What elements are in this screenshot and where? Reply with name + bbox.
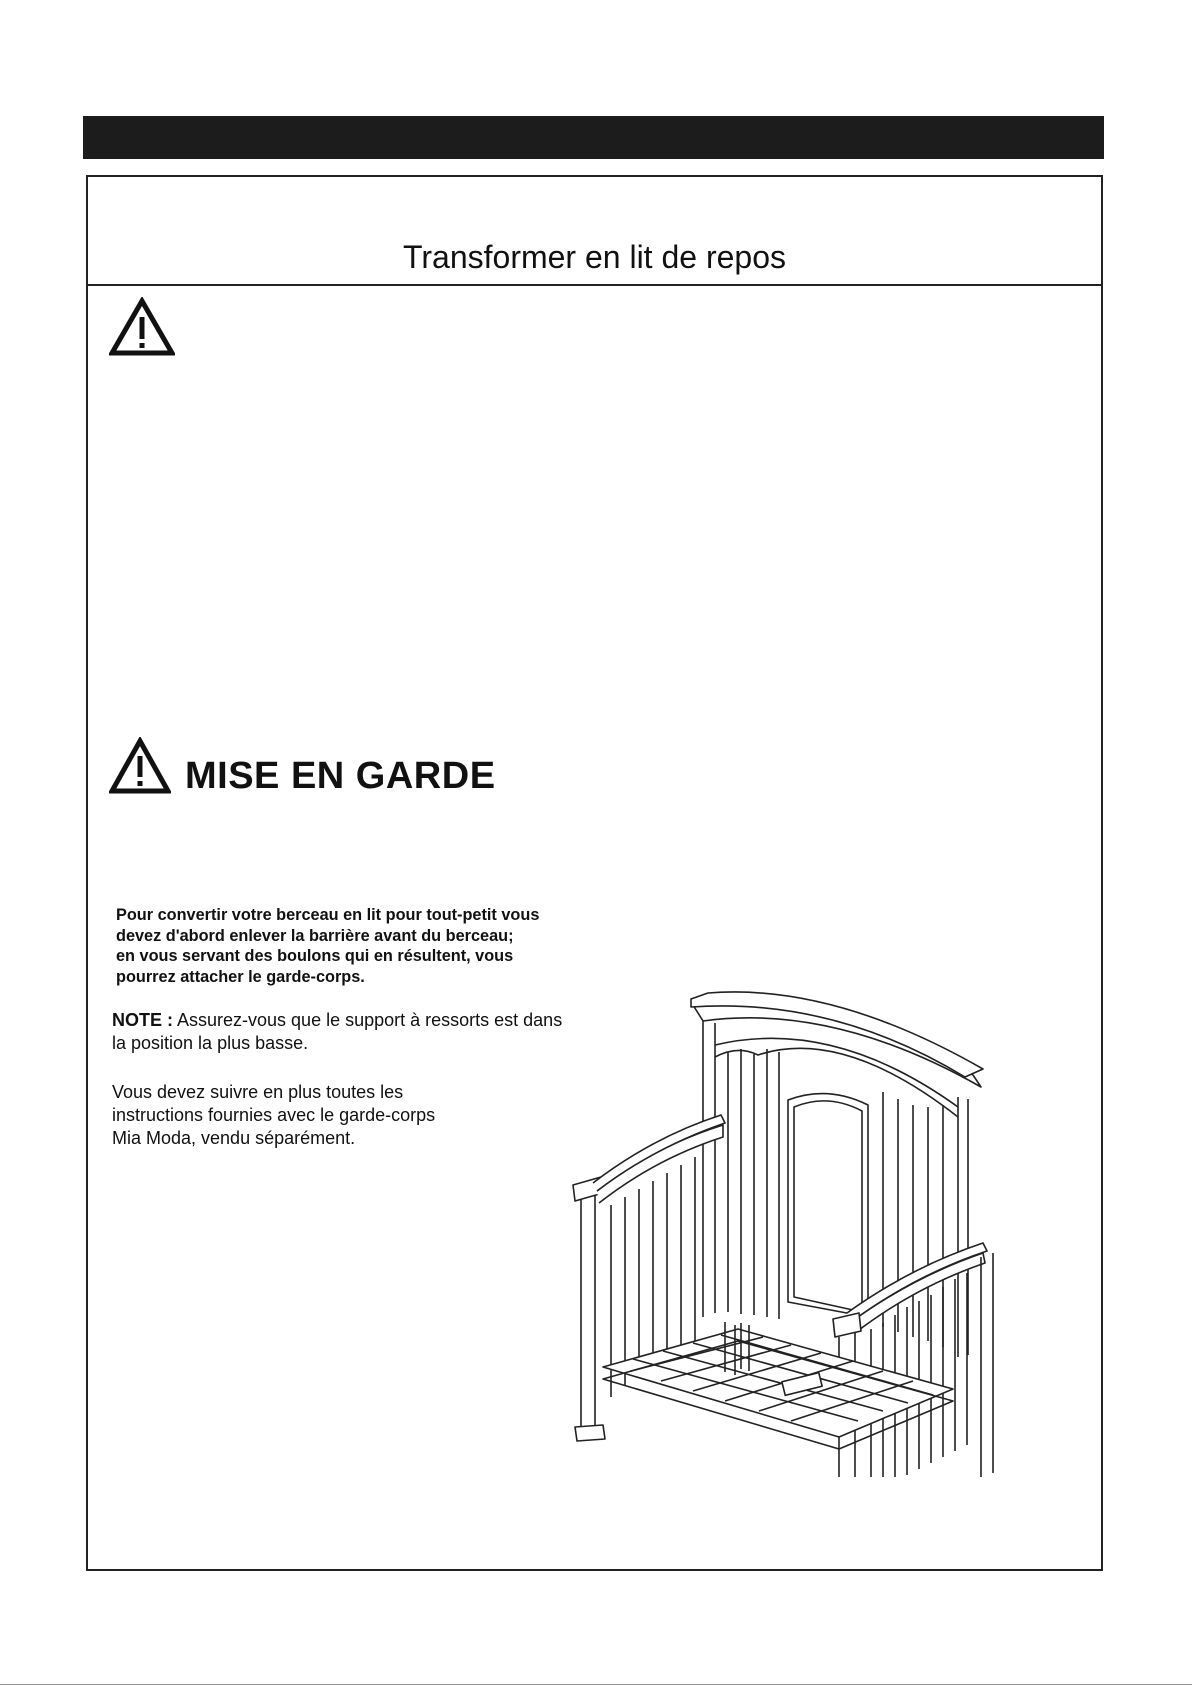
note-text: Assurez-vous que le support à ressorts est dans la position la plus basse. <box>112 1010 563 1053</box>
note-paragraph <box>112 1009 572 1055</box>
text-line: Pour convertir votre berceau en lit pour tout-petit vous <box>116 906 540 924</box>
text-line: en vous servant des boulons qui en résultent, vous <box>116 947 514 965</box>
note-label: NOTE : <box>112 1010 173 1030</box>
warning-triangle-icon <box>109 737 171 795</box>
header-bar <box>83 116 1104 159</box>
text-line: instructions fournies avec le garde-corps <box>112 1105 436 1125</box>
warning-heading: MISE EN GARDE <box>185 755 496 797</box>
guardrail-instructions <box>112 1081 532 1150</box>
conversion-instructions <box>116 905 596 987</box>
text-line: pourrez attacher le garde-corps. <box>116 967 365 986</box>
warning-triangle-icon <box>109 297 175 357</box>
text-line: devez d'abord enlever la barrière avant du berceau; <box>116 926 514 945</box>
page-title: Transformer en lit de repos <box>403 239 786 275</box>
title-row <box>88 177 1101 286</box>
text-line: Vous devez suivre en plus toutes les <box>112 1082 404 1102</box>
text-line: Mia Moda, vendu séparément. <box>112 1128 356 1148</box>
instruction-panel <box>86 175 1103 1571</box>
daybed-illustration <box>563 957 1103 1477</box>
